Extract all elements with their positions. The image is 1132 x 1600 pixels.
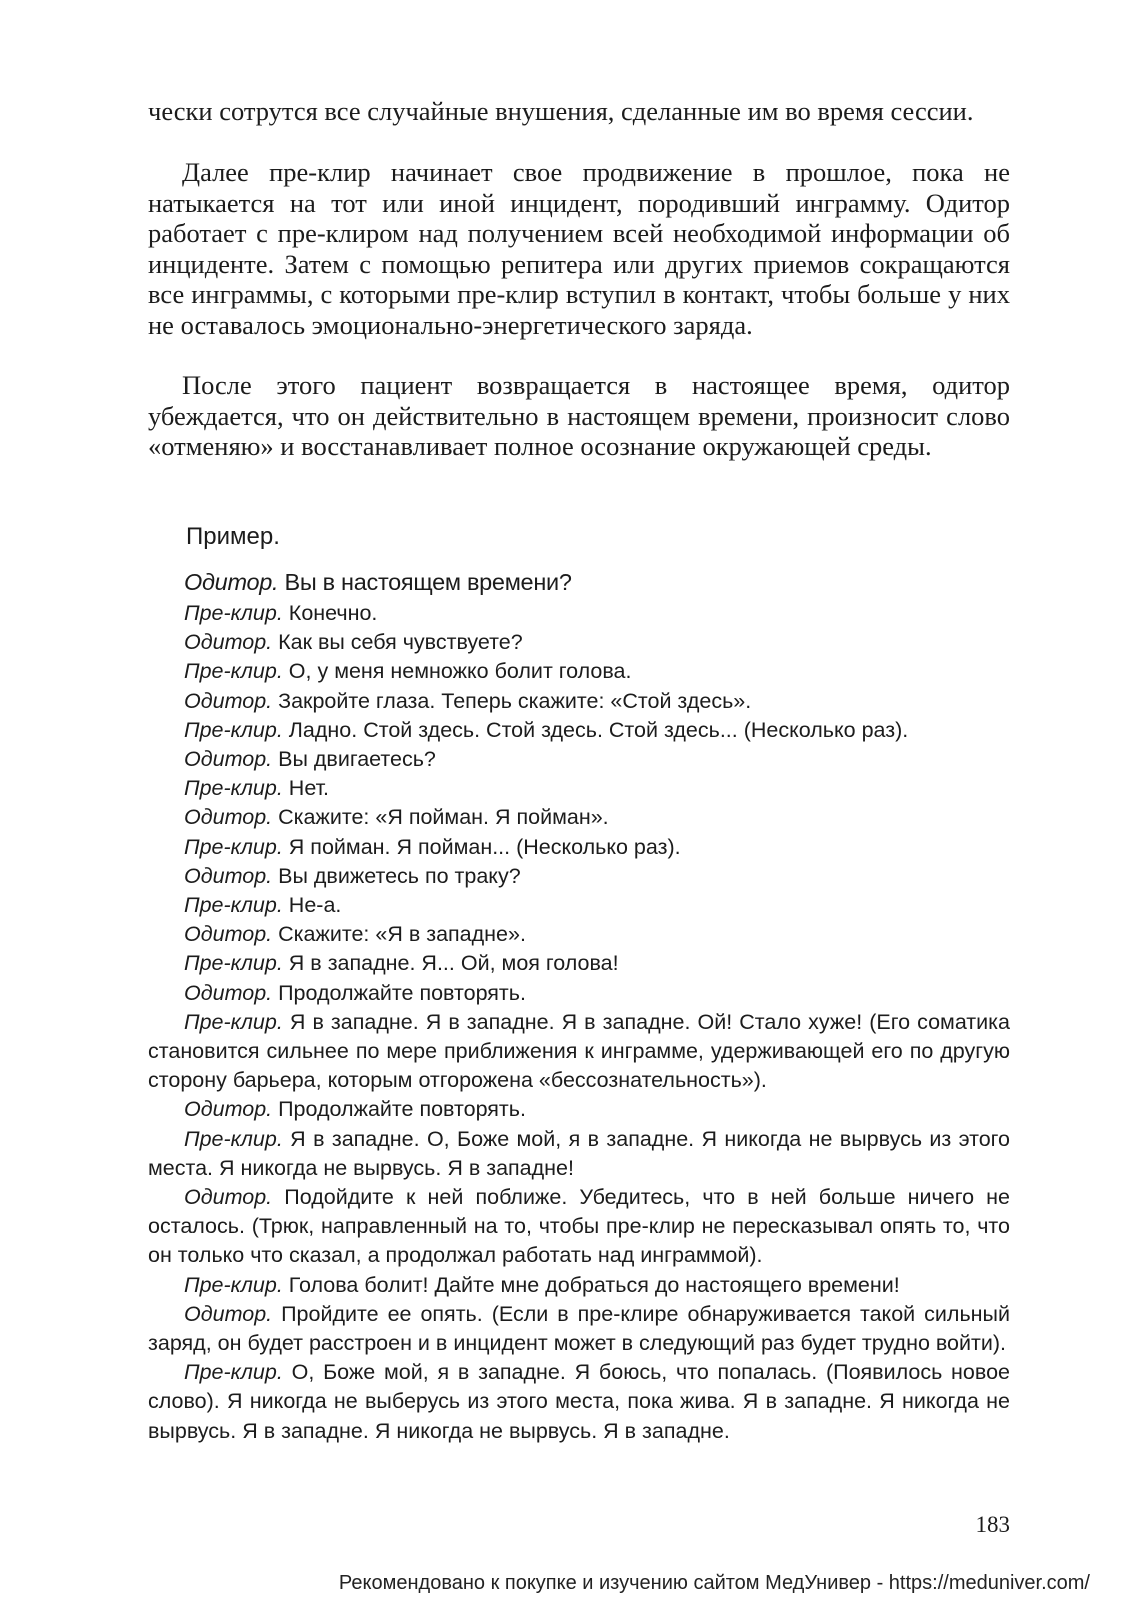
dialog-line — [148, 774, 1010, 803]
dialog-text: Я в западне. Я... Ой, моя голова! — [282, 951, 619, 976]
speaker-label: Одитор. — [184, 1301, 273, 1326]
dialog-text: Вы в настоящем времени? — [278, 569, 572, 595]
page-number: 183 — [975, 1512, 1010, 1537]
dialog-text: Скажите: «Я пойман. Я пойман». — [272, 805, 609, 830]
dialog-text: Подойдите к ней поближе. Убедитесь, что в ней больше ничего не осталось. (Трюк, направленный на то, чтобы пре-клир не пересказывал опять то, что он только что сказал, а продолжал работать над инграммой). — [148, 1185, 1010, 1268]
dialog-line — [148, 862, 1010, 891]
dialog-line — [148, 657, 1010, 686]
dialog-text: Вы движетесь по траку? — [272, 863, 521, 888]
dialog-text: Нет. — [282, 776, 330, 801]
speaker-label: Пре-клир. — [184, 1272, 283, 1297]
dialog-text: Скажите: «Я в западне». — [272, 922, 526, 947]
speaker-label: Пре-клир. — [184, 1126, 283, 1151]
dialog-text: Я в западне. Я в западне. Я в западне. Ой! Стало хуже! (Его соматика становится сильнее по мере приближения к инграмме, удерживающей его по другую сторону барьера, которым отгорожена «бессознательность»). — [148, 1009, 1010, 1093]
speaker-label: Пре-клир. — [184, 717, 283, 742]
dialog-line — [148, 1008, 1010, 1096]
dialog-text: Продолжайте повторять. — [272, 980, 526, 1005]
paragraph-3-text: После этого пациент возвращается в настоящее время, одитор убеждается, что он действительно в настоящем времени, произносит слово «отменяю» и восстанавливает полное осознание окружающей среды. — [148, 370, 1010, 461]
dialog-text: Пройдите ее опять. (Если в пре-клире обнаруживается такой сильный заряд, он будет расстроен и в инцидент может в следующий раз будет трудно войти). — [148, 1301, 1010, 1356]
speaker-label: Пре-клир. — [184, 834, 283, 859]
dialog-line — [148, 687, 1010, 716]
dialog-line — [148, 716, 1010, 745]
speaker-label: Одитор. — [184, 805, 273, 830]
dialog-line — [148, 1358, 1010, 1446]
dialog-text: О, Боже мой, я в западне. Я боюсь, что попалась. (Появилось новое слово). Я никогда не выберусь из этого места, пока жива. Я в западне. Я никогда не вырвусь. Я в западне. Я никогда не вырвусь. Я в западне. — [148, 1360, 1010, 1443]
speaker-label: Пре-клир. — [184, 951, 283, 976]
dialog-line — [148, 1183, 1010, 1271]
speaker-label: Одитор. — [184, 863, 273, 888]
speaker-label: Одитор. — [184, 1185, 273, 1210]
speaker-label: Пре-клир. — [184, 601, 283, 625]
speaker-label: Пре-клир. — [184, 893, 283, 918]
dialog-line — [148, 1125, 1010, 1183]
dialog-line — [148, 891, 1010, 920]
footer-note: Рекомендовано к покупке и изучению сайтом МедУнивер - https://meduniver.com/ — [338, 1572, 1090, 1594]
example-heading: Пример. — [186, 523, 280, 550]
dialog-text: Конечно. — [282, 601, 378, 625]
dialog-text: Не-а. — [282, 893, 342, 918]
dialog-line — [148, 599, 1010, 628]
speaker-label: Одитор. — [184, 688, 273, 713]
dialog-line — [148, 949, 1010, 978]
speaker-label: Пре-клир. — [184, 776, 283, 801]
dialog-line — [148, 920, 1010, 949]
speaker-label: Одитор. — [184, 630, 273, 655]
dialog-text: О, у меня немножко болит голова. — [282, 659, 632, 684]
dialog-text: Закройте глаза. Теперь скажите: «Стой здесь». — [272, 688, 752, 713]
speaker-label: Одитор. — [184, 980, 273, 1005]
dialog-line — [148, 1271, 1010, 1300]
paragraph-2-text: Далее пре-клир начинает свое продвижение в прошлое, пока не натыкается на тот или иной инцидент, породивший инграмму. Одитор работает с пре-клиром над получением всей необходимой информации об инциденте. Затем с помощью репитера или других приемов сокращаются все инграммы, с которыми пре-клир вступил в контакт, чтобы больше у них не оставалось эмоционально-энергетического заряда. — [148, 157, 1010, 340]
dialog-text: Я в западне. О, Боже мой, я в западне. Я никогда не вырвусь из этого места. Я никогда не вырвусь. Я в западне! — [148, 1126, 1010, 1180]
speaker-label: Одитор. — [184, 569, 279, 595]
dialog-line — [148, 628, 1010, 657]
dialog-line — [148, 566, 1010, 599]
dialog-line — [148, 1300, 1010, 1358]
speaker-label: Пре-клир. — [184, 659, 283, 684]
dialog-text: Я пойман. Я пойман... (Несколько раз). — [282, 834, 681, 859]
speaker-label: Одитор. — [184, 922, 273, 947]
dialog-text: Ладно. Стой здесь. Стой здесь. Стой здесь... (Несколько раз). — [282, 717, 909, 742]
dialog-text: Вы двигаетесь? — [272, 747, 436, 772]
dialog-text: Продолжайте повторять. — [272, 1097, 526, 1122]
dialog-text: Как вы себя чувствуете? — [272, 630, 523, 655]
dialog-line — [148, 745, 1010, 774]
dialog-block — [148, 566, 1010, 1446]
paragraph-3 — [148, 370, 1010, 462]
speaker-label: Одитор. — [184, 1097, 273, 1122]
dialog-line — [148, 803, 1010, 832]
speaker-label: Пре-клир. — [184, 1360, 283, 1385]
speaker-label: Пре-клир. — [184, 1009, 283, 1034]
paragraph-1-text: чески сотрутся все случайные внушения, сделанные им во время сессии. — [148, 96, 974, 126]
paragraph-1 — [148, 96, 1010, 127]
dialog-line — [148, 833, 1010, 862]
dialog-line — [148, 979, 1010, 1008]
dialog-line — [148, 1095, 1010, 1124]
speaker-label: Одитор. — [184, 747, 273, 772]
paragraph-2 — [148, 157, 1010, 340]
dialog-text: Голова болит! Дайте мне добраться до настоящего времени! — [282, 1272, 900, 1297]
